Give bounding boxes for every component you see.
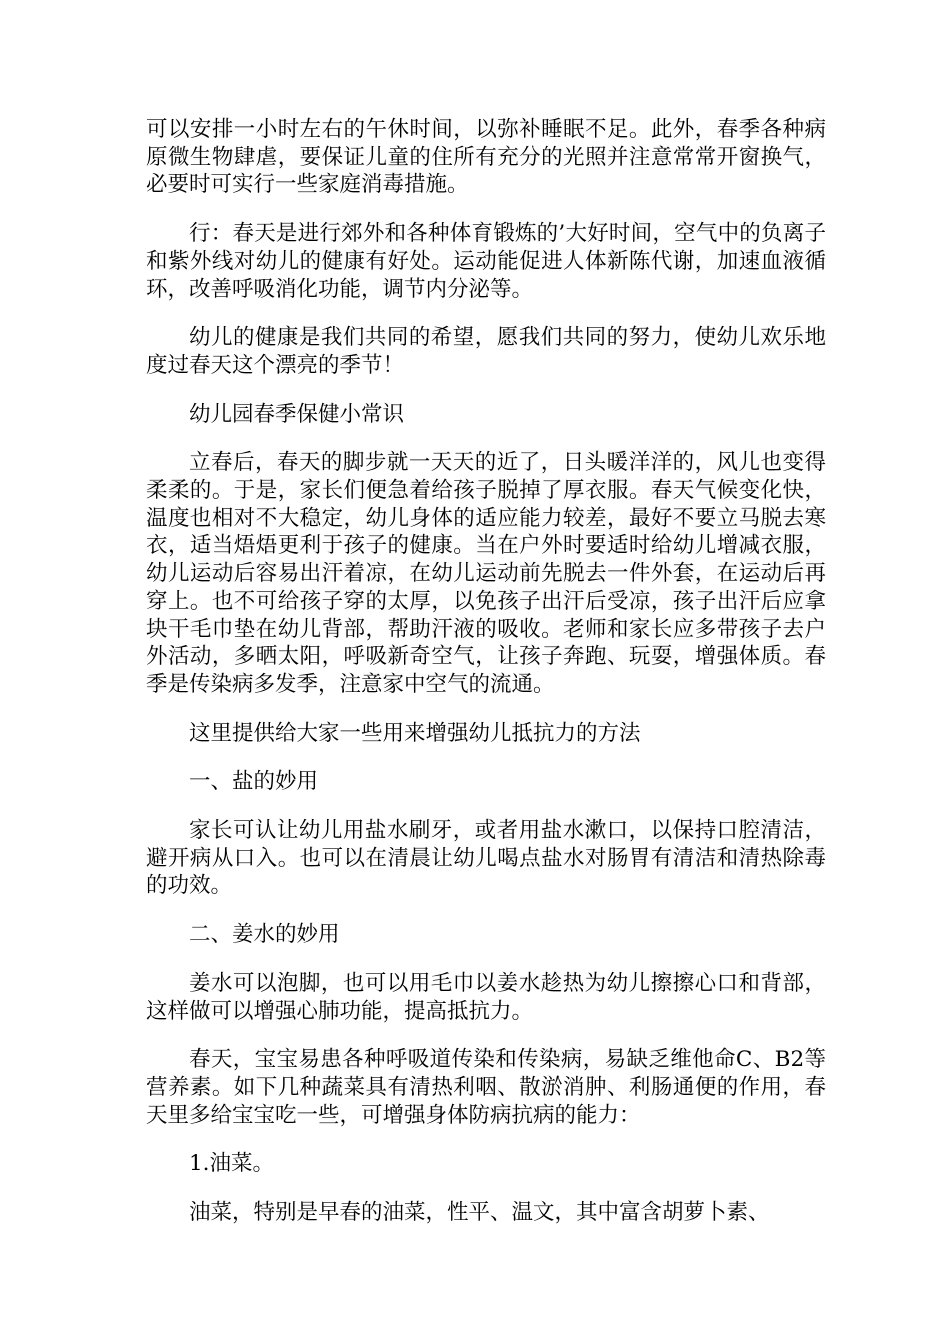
paragraph-ginger: 姜水可以泡脚，也可以用毛巾以姜水趁热为幼儿擦擦心口和背部，这样做可以增强心肺功能，提高抵抗力。 <box>146 970 826 1024</box>
paragraph-methods-intro: 这里提供给大家一些用来增强幼儿抵抗力的方法 <box>189 720 641 746</box>
paragraph-clothing-advice: 立春后，春天的脚步就一天天的近了，日头暖洋洋的，风儿也变得柔柔的。于是，家长们便急着给孩子脱掉了厚衣服。春天气候变化快，温度也相对不大稳定，幼儿身体的适应能力较差，最好不要立马脱去寒衣，适当焐焐更利于孩子的健康。当在户外时要适时给幼儿增减衣服，幼儿运动后容易出汗着凉，在幼儿运动前先脱去一件外套，在运动后再穿上。也不可给孩子穿的太厚，以免孩子出汗后受凉，孩子出汗后应拿块干毛巾垫在幼儿背部，帮助汗液的吸收。老师和家长应多带孩子去户外活动，多晒太阳，呼吸新奇空气，让孩子奔跑、玩耍，增强体质。春季是传染病多发季，注意家中空气的流通。 <box>146 450 826 697</box>
list-item-rapeseed: 1.油菜。 <box>189 1151 275 1177</box>
first-paragraph-continuation: 可以安排一小时左右的午休时间，以弥补睡眠不足。此外，春季各种病原微生物肆虐，要保证儿童的住所有充分的光照并注意常常开窗换气，必要时可实行一些家庭消毒措施。 <box>146 117 826 198</box>
subheading-ginger: 二、姜水的妙用 <box>189 922 340 948</box>
section-heading: 幼儿园春季保健小常识 <box>189 401 405 427</box>
paragraph-salt: 家长可认让幼儿用盐水刷牙，或者用盐水漱口，以保持口腔清洁，避开病从口入。也可以在清晨让幼儿喝点盐水对肠胃有清洁和清热除毒的功效。 <box>146 818 826 899</box>
document-body <box>146 116 826 1248</box>
subheading-salt: 一、盐的妙用 <box>189 769 319 795</box>
paragraph-rapeseed: 油菜，特别是早春的油菜，性平、温文，其中富含胡萝卜素、 <box>189 1200 770 1226</box>
paragraph-vegetables-intro: 春天，宝宝易患各种呼吸道传染和传染病，易缺乏维他命C、B2等营养素。如下几种蔬菜具有清热利咽、散淤消肿、利肠通便的作用，春天里多给宝宝吃一些，可增强身体防病抗病的能力： <box>146 1047 826 1128</box>
paragraph-closing-wish: 幼儿的健康是我们共同的希望，愿我们共同的努力，使幼儿欢乐地度过春天这个漂亮的季节！ <box>146 325 826 378</box>
paragraph-outdoor-activity: 行：春天是进行郊外和各种体育锻炼的’大好时间，空气中的负离子和紫外线对幼儿的健康有好处。运动能促进人体新陈代谢，加速血液循环，改善呼吸消化功能，调节内分泌等。 <box>146 221 826 302</box>
